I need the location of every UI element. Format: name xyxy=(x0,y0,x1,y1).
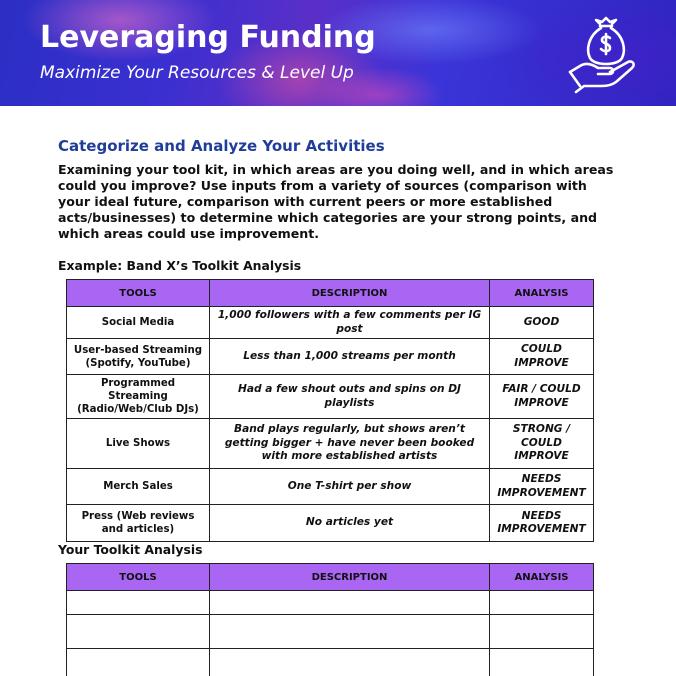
your-table-label: Your Toolkit Analysis xyxy=(58,542,203,557)
column-header-analysis: ANALYSIS xyxy=(490,280,594,307)
analysis-cell: NEEDS IMPROVEMENT xyxy=(490,505,594,542)
analysis-cell[interactable] xyxy=(490,615,594,649)
your-toolkit-table xyxy=(66,563,594,676)
table-row xyxy=(67,505,594,542)
page-subtitle: Maximize Your Resources & Level Up xyxy=(40,63,354,83)
analysis-cell: COULD IMPROVE xyxy=(490,339,594,375)
analysis-cell: STRONG / COULD IMPROVE xyxy=(490,419,594,469)
column-header-tools: TOOLS xyxy=(67,280,210,307)
table-row xyxy=(67,469,594,505)
description-cell[interactable] xyxy=(210,615,490,649)
description-cell: Band plays regularly, but shows aren’t getting bigger + have never been booked with more established artists xyxy=(210,419,490,469)
section-title: Categorize and Analyze Your Activities xyxy=(58,137,385,155)
description-cell: One T-shirt per show xyxy=(210,469,490,505)
table-row xyxy=(67,591,594,615)
tool-cell: Merch Sales xyxy=(67,469,210,505)
analysis-cell: FAIR / COULD IMPROVE xyxy=(490,375,594,419)
analysis-cell: GOOD xyxy=(490,307,594,339)
description-cell[interactable] xyxy=(210,591,490,615)
analysis-cell[interactable] xyxy=(490,591,594,615)
table-row xyxy=(67,339,594,375)
analysis-cell: NEEDS IMPROVEMENT xyxy=(490,469,594,505)
description-cell[interactable] xyxy=(210,649,490,676)
example-table-label: Example: Band X’s Toolkit Analysis xyxy=(58,258,302,273)
column-header-description: DESCRIPTION xyxy=(210,564,490,591)
money-bag-hand-icon xyxy=(566,16,646,96)
page-title: Leveraging Funding xyxy=(40,20,376,55)
description-cell: No articles yet xyxy=(210,505,490,542)
table-row xyxy=(67,375,594,419)
tool-cell: Programmed Streaming (Radio/Web/Club DJs) xyxy=(67,375,210,419)
table-row xyxy=(67,615,594,649)
column-header-analysis: ANALYSIS xyxy=(490,564,594,591)
header-banner xyxy=(0,0,676,106)
intro-paragraph: Examining your tool kit, in which areas are you doing well, and in which areas could you improve? Use inputs from a variety of sources (comparison with your ideal future, comparison with current peers or more established acts/businesses) to determine which categories are your strong points, and which areas could use improvement. xyxy=(58,162,614,241)
table-header-row xyxy=(67,564,594,591)
tool-cell[interactable] xyxy=(67,591,210,615)
table-row xyxy=(67,649,594,676)
table-row xyxy=(67,307,594,339)
description-cell: Less than 1,000 streams per month xyxy=(210,339,490,375)
tool-cell: Live Shows xyxy=(67,419,210,469)
table-row xyxy=(67,419,594,469)
description-cell: 1,000 followers with a few comments per IG post xyxy=(210,307,490,339)
tool-cell[interactable] xyxy=(67,649,210,676)
tool-cell: Social Media xyxy=(67,307,210,339)
tool-cell: Press (Web reviews and articles) xyxy=(67,505,210,542)
column-header-tools: TOOLS xyxy=(67,564,210,591)
example-toolkit-table xyxy=(66,279,594,542)
description-cell: Had a few shout outs and spins on DJ playlists xyxy=(210,375,490,419)
column-header-description: DESCRIPTION xyxy=(210,280,490,307)
tool-cell[interactable] xyxy=(67,615,210,649)
tool-cell: User-based Streaming (Spotify, YouTube) xyxy=(67,339,210,375)
analysis-cell[interactable] xyxy=(490,649,594,676)
table-header-row xyxy=(67,280,594,307)
